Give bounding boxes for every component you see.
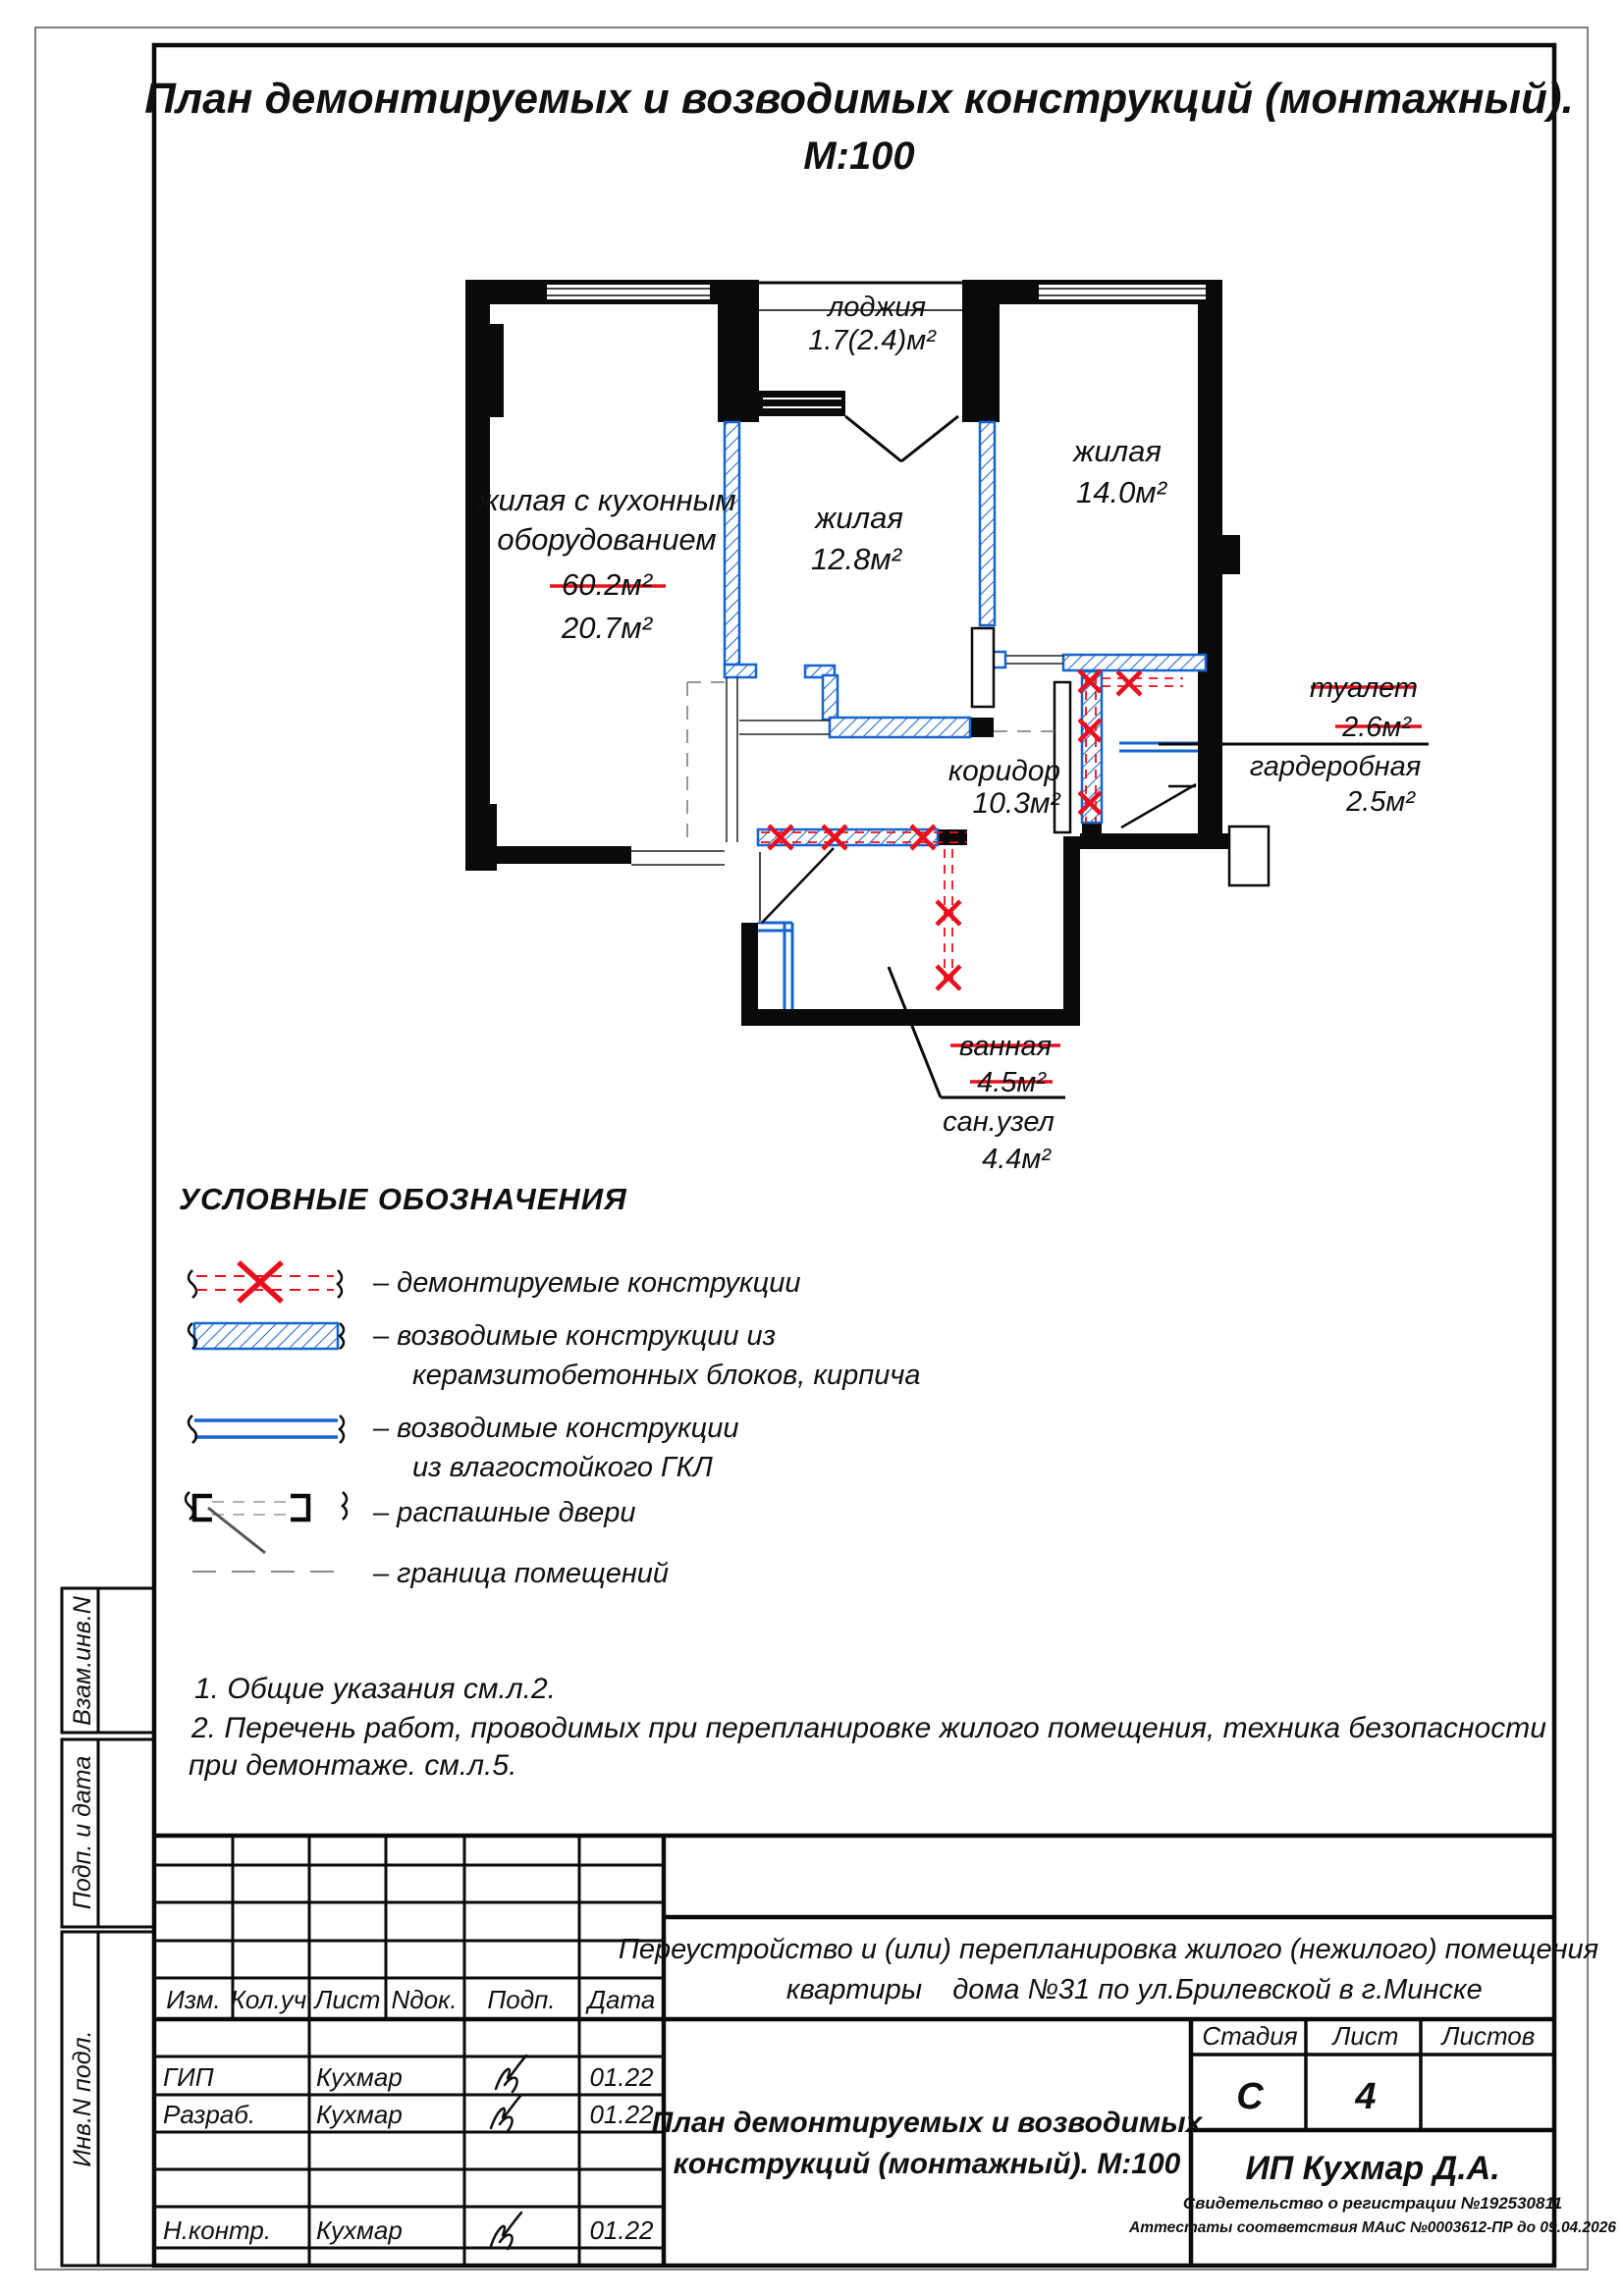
legend-symbol-demolished <box>189 1262 342 1302</box>
room-wardrobe-area: 2.5м² <box>1346 786 1415 818</box>
project-title-line1: Переустройство и (или) перепланировка жилого (нежилого) помещения <box>618 1934 1599 1965</box>
room-wardrobe-name: гардеробная <box>1249 751 1422 782</box>
row-razrab-role: Разраб. <box>163 2100 256 2129</box>
legend-symbol-new-gkl <box>189 1415 344 1443</box>
page-scale: М:100 <box>803 134 915 178</box>
signature-gip <box>496 2056 526 2092</box>
room-living-mid-area: 12.8м² <box>811 542 901 576</box>
notes <box>189 1673 1546 1782</box>
note-line-1: 1. Общие указания см.л.2. <box>194 1673 557 1705</box>
title-block <box>154 1836 1616 2266</box>
col-izm: Изм. <box>166 1985 221 2014</box>
note-line-2: 2. Перечень работ, проводимых при перепланировке жилого помещения, техника безопасности <box>191 1712 1546 1744</box>
col-podp: Подп. <box>487 1985 556 2014</box>
legend-label-boundary: – граница помещений <box>373 1558 670 1589</box>
company-name: ИП Кухмар Д.А. <box>1245 2150 1500 2187</box>
room-living-right-area: 14.0м² <box>1076 475 1166 509</box>
balcony-door <box>845 416 958 461</box>
legend <box>179 1182 921 1589</box>
legend-symbol-new-block <box>189 1323 344 1349</box>
col-data: Дата <box>587 1985 656 2014</box>
signature-nkontr <box>491 2213 521 2249</box>
legend-label-new-gkl-1: – возводимые конструкции <box>373 1413 739 1444</box>
room-living-kitchen-area-old: 60.2м² <box>562 567 652 602</box>
row-razrab-name: Кухмар <box>316 2100 403 2129</box>
legend-heading: УСЛОВНЫЕ ОБОЗНАЧЕНИЯ <box>179 1182 627 1216</box>
room-living-kitchen-name2: оборудованием <box>497 522 717 557</box>
sheets-label: Листов <box>1441 2021 1536 2051</box>
room-loggia-name: лоджия <box>827 292 927 323</box>
col-list: Лист <box>314 1985 381 2014</box>
col-koluch: Кол.уч. <box>230 1985 314 2014</box>
stamp-label-vzam: Взам.инв.N <box>69 1596 96 1726</box>
legend-label-doors: – распашные двери <box>373 1497 636 1528</box>
room-sanunit-name: сан.узел <box>943 1106 1055 1138</box>
sheet-label: Лист <box>1332 2021 1399 2051</box>
row-nkontr-date: 01.22 <box>589 2216 654 2245</box>
stage-value: С <box>1236 2076 1264 2117</box>
signature-razrab <box>491 2095 521 2131</box>
page-title: План демонтируемых и возводимых конструкций (монтажный). <box>144 75 1574 123</box>
legend-label-new-block-1: – возводимые конструкции из <box>373 1320 777 1352</box>
sheet-value: 4 <box>1355 2076 1377 2117</box>
room-living-kitchen-area-new: 20.7м² <box>562 611 652 645</box>
room-sanunit-area: 4.4м² <box>982 1144 1051 1175</box>
project-title-line2b: дома №31 по ул.Брилевской в г.Минске <box>952 1974 1483 2005</box>
room-corridor-name: коридор <box>947 755 1061 787</box>
company-cert2: Аттестаты соответствия МАиС №0003612-ПР до 09.04.2026 <box>1129 2219 1616 2236</box>
revision-header <box>166 1985 655 2014</box>
room-loggia-area: 1.7(2.4)м² <box>808 325 936 356</box>
room-corridor-area: 10.3м² <box>972 787 1060 820</box>
drawing-frame <box>154 45 1554 2266</box>
project-title-line2a: квартиры <box>785 1974 923 2005</box>
note-line-3: при демонтаже. см.л.5. <box>189 1749 517 1782</box>
room-living-mid-name: жилая <box>815 501 903 535</box>
room-living-right-name: жилая <box>1073 434 1162 468</box>
row-nkontr-name: Кухмар <box>316 2216 403 2245</box>
sheet-name-line1: План демонтируемых и возводимых <box>651 2107 1203 2139</box>
legend-symbol-doors <box>186 1492 347 1553</box>
stage-label: Стадия <box>1202 2021 1298 2051</box>
existing-walls <box>465 280 1240 1026</box>
stamp-label-podp-data: Подп. и дата <box>69 1755 96 1910</box>
row-gip-role: ГИП <box>163 2062 214 2092</box>
legend-label-new-gkl-2: из влагостойкого ГКЛ <box>412 1452 713 1483</box>
stamp-label-inv: Инв.N подл. <box>69 2030 96 2167</box>
row-razrab-date: 01.22 <box>589 2100 654 2129</box>
row-gip-date: 01.22 <box>589 2062 654 2092</box>
legend-label-new-block-2: керамзитобетонных блоков, кирпича <box>412 1360 921 1391</box>
sheet-name-line2: конструкций (монтажный). М:100 <box>673 2148 1181 2180</box>
company-cert1: Свидетельство о регистрации №192530811 <box>1182 2194 1563 2213</box>
col-ndok: Nдок. <box>391 1985 458 2014</box>
room-toilet-area: 2.6м² <box>1342 712 1411 743</box>
floor-plan <box>465 280 1429 1175</box>
row-gip-name: Кухмар <box>316 2062 403 2092</box>
room-living-kitchen-name1: жилая с кухонным <box>477 483 736 517</box>
room-bath-area: 4.5м² <box>977 1067 1046 1098</box>
legend-label-demolished: – демонтируемые конструкции <box>373 1267 801 1299</box>
row-nkontr-role: Н.контр. <box>163 2216 272 2245</box>
room-bath-name: ванная <box>958 1031 1053 1062</box>
room-toilet-name: туалет <box>1309 672 1419 704</box>
